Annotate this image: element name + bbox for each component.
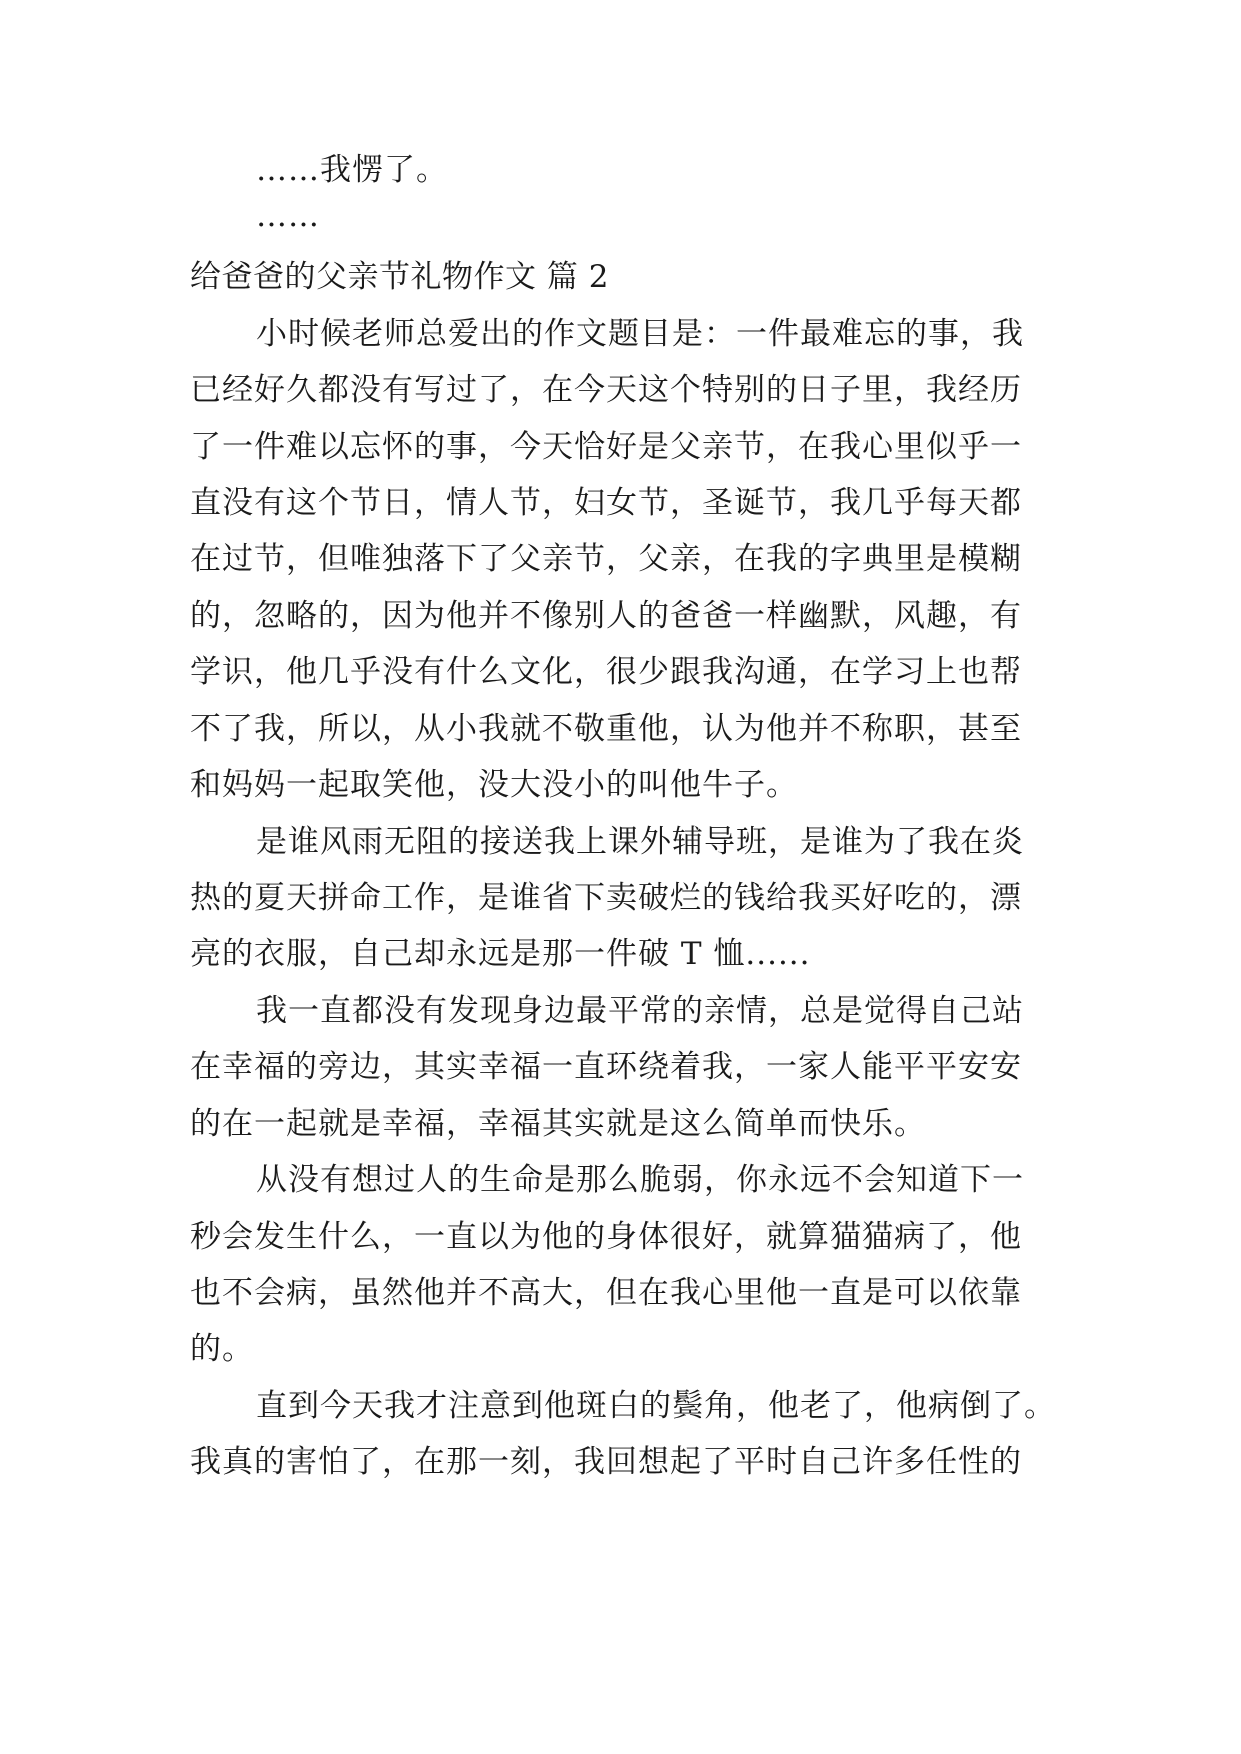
paragraph-line: 我一直都没有发现身边最平常的亲情，总是觉得自己站	[256, 993, 1024, 1029]
paragraph-line: 是谁风雨无阻的接送我上课外辅导班，是谁为了我在炎	[256, 824, 1024, 860]
paragraph-line: 亮的衣服，自己却永远是那一件破 T 恤......	[190, 936, 811, 972]
paragraph-line: 了一件难以忘怀的事，今天恰好是父亲节，在我心里似乎一	[190, 429, 1022, 465]
paragraph-line: 不了我，所以，从小我就不敬重他，认为他并不称职，甚至	[190, 711, 1022, 747]
paragraph-line: 学识，他几乎没有什么文化，很少跟我沟通，在学习上也帮	[190, 654, 1022, 690]
text-line: ……	[256, 198, 320, 234]
text-line: ……我愣了。	[256, 152, 448, 188]
paragraph-line: 直没有这个节日，情人节，妇女节，圣诞节，我几乎每天都	[190, 485, 1022, 521]
paragraph-line: 在过节，但唯独落下了父亲节，父亲，在我的字典里是模糊	[190, 541, 1022, 577]
paragraph-line: 的。	[190, 1331, 254, 1367]
paragraph-line: 小时候老师总爱出的作文题目是：一件最难忘的事，我	[256, 316, 1024, 352]
paragraph-line: 我真的害怕了，在那一刻，我回想起了平时自己许多任性的	[190, 1444, 1022, 1480]
paragraph-line: 也不会病，虽然他并不高大，但在我心里他一直是可以依靠	[190, 1275, 1022, 1311]
paragraph-line: 秒会发生什么，一直以为他的身体很好，就算猫猫病了，他	[190, 1219, 1022, 1255]
paragraph-line: 热的夏天拼命工作，是谁省下卖破烂的钱给我买好吃的，漂	[190, 880, 1022, 916]
paragraph-line: 的，忽略的，因为他并不像别人的爸爸一样幽默，风趣，有	[190, 598, 1022, 634]
paragraph-line: 已经好久都没有写过了，在今天这个特别的日子里，我经历	[190, 372, 1022, 408]
paragraph-line: 在幸福的旁边，其实幸福一直环绕着我，一家人能平平安安	[190, 1049, 1022, 1085]
paragraph-line: 直到今天我才注意到他斑白的鬓角，他老了，他病倒了。	[256, 1388, 1056, 1424]
paragraph-line: 的在一起就是幸福，幸福其实就是这么简单而快乐。	[190, 1106, 926, 1142]
paragraph-line: 和妈妈一起取笑他，没大没小的叫他牛子。	[190, 767, 798, 803]
paragraph-line: 从没有想过人的生命是那么脆弱，你永远不会知道下一	[256, 1162, 1024, 1198]
section-title: 给爸爸的父亲节礼物作文 篇 2	[190, 259, 609, 295]
